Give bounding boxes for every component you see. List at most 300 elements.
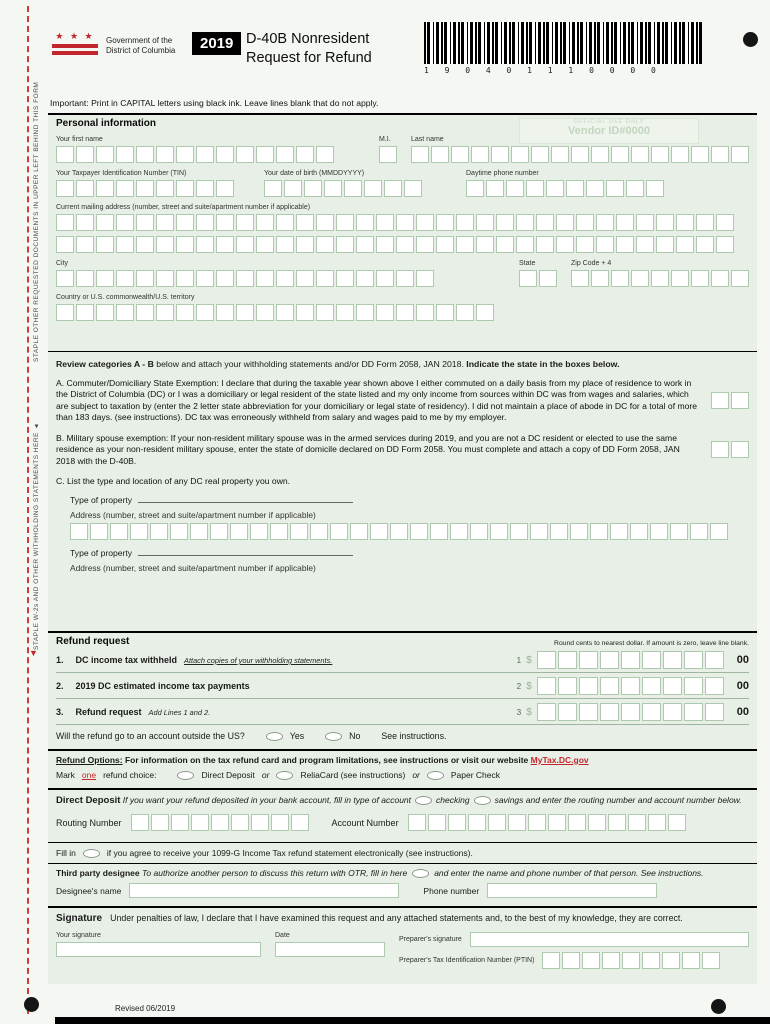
char-box[interactable] xyxy=(436,236,454,253)
char-box[interactable] xyxy=(450,523,468,540)
char-box[interactable] xyxy=(606,180,624,197)
state-input[interactable] xyxy=(519,270,557,287)
char-box[interactable] xyxy=(642,677,661,695)
char-box[interactable] xyxy=(116,146,134,163)
char-box[interactable] xyxy=(216,214,234,231)
char-box[interactable] xyxy=(651,270,669,287)
char-box[interactable] xyxy=(116,236,134,253)
char-box[interactable] xyxy=(576,236,594,253)
char-box[interactable] xyxy=(76,180,94,197)
char-box[interactable] xyxy=(550,523,568,540)
char-box[interactable] xyxy=(488,814,506,831)
city-input[interactable] xyxy=(56,270,505,287)
char-box[interactable] xyxy=(711,146,729,163)
char-box[interactable] xyxy=(537,651,556,669)
char-box[interactable] xyxy=(404,180,422,197)
char-box[interactable] xyxy=(296,304,314,321)
char-box[interactable] xyxy=(616,214,634,231)
char-box[interactable] xyxy=(456,304,474,321)
char-box[interactable] xyxy=(691,270,709,287)
char-box[interactable] xyxy=(96,214,114,231)
char-box[interactable] xyxy=(468,814,486,831)
char-box[interactable] xyxy=(96,270,114,287)
char-box[interactable] xyxy=(190,523,208,540)
char-box[interactable] xyxy=(90,523,108,540)
char-box[interactable] xyxy=(408,814,426,831)
char-box[interactable] xyxy=(251,814,269,831)
char-box[interactable] xyxy=(336,270,354,287)
char-box[interactable] xyxy=(611,270,629,287)
amount-input-2[interactable] xyxy=(537,677,724,695)
char-box[interactable] xyxy=(558,703,577,721)
char-box[interactable] xyxy=(711,441,729,458)
char-box[interactable] xyxy=(476,214,494,231)
char-box[interactable] xyxy=(684,677,703,695)
char-box[interactable] xyxy=(431,146,449,163)
char-box[interactable] xyxy=(176,214,194,231)
char-box[interactable] xyxy=(176,270,194,287)
char-box[interactable] xyxy=(296,146,314,163)
char-box[interactable] xyxy=(396,214,414,231)
char-box[interactable] xyxy=(626,180,644,197)
char-box[interactable] xyxy=(716,214,734,231)
char-box[interactable] xyxy=(551,146,569,163)
char-box[interactable] xyxy=(508,814,526,831)
char-box[interactable] xyxy=(230,523,248,540)
char-box[interactable] xyxy=(376,214,394,231)
char-box[interactable] xyxy=(476,236,494,253)
char-box[interactable] xyxy=(558,677,577,695)
char-box[interactable] xyxy=(196,270,214,287)
char-box[interactable] xyxy=(656,214,674,231)
char-box[interactable] xyxy=(196,146,214,163)
char-box[interactable] xyxy=(136,236,154,253)
property-address-input-1[interactable] xyxy=(70,523,749,540)
char-box[interactable] xyxy=(451,146,469,163)
char-box[interactable] xyxy=(136,146,154,163)
char-box[interactable] xyxy=(705,703,724,721)
char-box[interactable] xyxy=(542,952,560,969)
char-box[interactable] xyxy=(70,523,88,540)
char-box[interactable] xyxy=(390,523,408,540)
char-box[interactable] xyxy=(456,236,474,253)
char-box[interactable] xyxy=(588,814,606,831)
char-box[interactable] xyxy=(396,270,414,287)
char-box[interactable] xyxy=(256,270,274,287)
char-box[interactable] xyxy=(116,180,134,197)
char-box[interactable] xyxy=(116,304,134,321)
char-box[interactable] xyxy=(344,180,362,197)
char-box[interactable] xyxy=(428,814,446,831)
char-box[interactable] xyxy=(211,814,229,831)
char-box[interactable] xyxy=(170,523,188,540)
char-box[interactable] xyxy=(256,214,274,231)
char-box[interactable] xyxy=(537,677,556,695)
char-box[interactable] xyxy=(516,236,534,253)
char-box[interactable] xyxy=(336,214,354,231)
char-box[interactable] xyxy=(316,236,334,253)
char-box[interactable] xyxy=(579,703,598,721)
char-box[interactable] xyxy=(491,146,509,163)
char-box[interactable] xyxy=(156,270,174,287)
char-box[interactable] xyxy=(376,270,394,287)
tin-input[interactable] xyxy=(56,180,234,197)
char-box[interactable] xyxy=(284,180,302,197)
char-box[interactable] xyxy=(296,236,314,253)
char-box[interactable] xyxy=(364,180,382,197)
char-box[interactable] xyxy=(510,523,528,540)
direct-deposit-oval[interactable] xyxy=(177,771,194,780)
char-box[interactable] xyxy=(600,651,619,669)
char-box[interactable] xyxy=(76,304,94,321)
char-box[interactable] xyxy=(151,814,169,831)
third-party-oval[interactable] xyxy=(412,869,429,878)
char-box[interactable] xyxy=(136,304,154,321)
char-box[interactable] xyxy=(702,952,720,969)
char-box[interactable] xyxy=(416,270,434,287)
char-box[interactable] xyxy=(591,270,609,287)
char-box[interactable] xyxy=(519,270,537,287)
char-box[interactable] xyxy=(690,523,708,540)
char-box[interactable] xyxy=(596,214,614,231)
char-box[interactable] xyxy=(470,523,488,540)
designee-name-input[interactable] xyxy=(129,883,399,898)
char-box[interactable] xyxy=(731,270,749,287)
char-box[interactable] xyxy=(466,180,484,197)
char-box[interactable] xyxy=(136,270,154,287)
char-box[interactable] xyxy=(570,523,588,540)
char-box[interactable] xyxy=(304,180,322,197)
char-box[interactable] xyxy=(600,677,619,695)
char-box[interactable] xyxy=(566,180,584,197)
char-box[interactable] xyxy=(316,146,334,163)
state-abbr-input-a[interactable] xyxy=(711,392,749,409)
amount-input-1[interactable] xyxy=(537,651,724,669)
char-box[interactable] xyxy=(156,180,174,197)
char-box[interactable] xyxy=(416,236,434,253)
char-box[interactable] xyxy=(611,146,629,163)
char-box[interactable] xyxy=(456,214,474,231)
char-box[interactable] xyxy=(156,146,174,163)
char-box[interactable] xyxy=(531,146,549,163)
char-box[interactable] xyxy=(676,214,694,231)
char-box[interactable] xyxy=(696,214,714,231)
char-box[interactable] xyxy=(537,703,556,721)
char-box[interactable] xyxy=(631,146,649,163)
char-box[interactable] xyxy=(731,392,749,409)
char-box[interactable] xyxy=(536,214,554,231)
char-box[interactable] xyxy=(96,236,114,253)
char-box[interactable] xyxy=(271,814,289,831)
char-box[interactable] xyxy=(236,146,254,163)
char-box[interactable] xyxy=(539,270,557,287)
reliacard-oval[interactable] xyxy=(276,771,293,780)
char-box[interactable] xyxy=(276,146,294,163)
char-box[interactable] xyxy=(731,146,749,163)
char-box[interactable] xyxy=(600,703,619,721)
char-box[interactable] xyxy=(636,214,654,231)
char-box[interactable] xyxy=(596,236,614,253)
char-box[interactable] xyxy=(370,523,388,540)
char-box[interactable] xyxy=(636,236,654,253)
char-box[interactable] xyxy=(630,523,648,540)
char-box[interactable] xyxy=(705,651,724,669)
daytime-phone-input[interactable] xyxy=(466,180,664,197)
char-box[interactable] xyxy=(110,523,128,540)
char-box[interactable] xyxy=(210,523,228,540)
char-box[interactable] xyxy=(684,651,703,669)
char-box[interactable] xyxy=(642,651,661,669)
first-name-input[interactable] xyxy=(56,146,365,163)
char-box[interactable] xyxy=(316,304,334,321)
char-box[interactable] xyxy=(216,180,234,197)
char-box[interactable] xyxy=(316,214,334,231)
char-box[interactable] xyxy=(410,523,428,540)
char-box[interactable] xyxy=(648,814,666,831)
char-box[interactable] xyxy=(196,214,214,231)
char-box[interactable] xyxy=(526,180,544,197)
char-box[interactable] xyxy=(610,523,628,540)
char-box[interactable] xyxy=(579,651,598,669)
char-box[interactable] xyxy=(330,523,348,540)
char-box[interactable] xyxy=(691,146,709,163)
char-box[interactable] xyxy=(646,180,664,197)
middle-initial-input[interactable] xyxy=(379,146,397,163)
checking-oval[interactable] xyxy=(415,796,432,805)
savings-oval[interactable] xyxy=(474,796,491,805)
char-box[interactable] xyxy=(56,214,74,231)
char-box[interactable] xyxy=(56,180,74,197)
char-box[interactable] xyxy=(662,952,680,969)
preparer-signature-input[interactable] xyxy=(470,932,749,947)
char-box[interactable] xyxy=(562,952,580,969)
char-box[interactable] xyxy=(622,952,640,969)
char-box[interactable] xyxy=(430,523,448,540)
char-box[interactable] xyxy=(671,270,689,287)
char-box[interactable] xyxy=(642,703,661,721)
char-box[interactable] xyxy=(176,236,194,253)
char-box[interactable] xyxy=(628,814,646,831)
char-box[interactable] xyxy=(156,304,174,321)
char-box[interactable] xyxy=(591,146,609,163)
property-type-input-2[interactable] xyxy=(138,547,353,556)
char-box[interactable] xyxy=(216,146,234,163)
char-box[interactable] xyxy=(136,214,154,231)
char-box[interactable] xyxy=(56,304,74,321)
char-box[interactable] xyxy=(621,651,640,669)
char-box[interactable] xyxy=(56,146,74,163)
char-box[interactable] xyxy=(651,146,669,163)
char-box[interactable] xyxy=(602,952,620,969)
char-box[interactable] xyxy=(96,304,114,321)
char-box[interactable] xyxy=(668,814,686,831)
char-box[interactable] xyxy=(582,952,600,969)
char-box[interactable] xyxy=(96,146,114,163)
char-box[interactable] xyxy=(276,304,294,321)
char-box[interactable] xyxy=(396,236,414,253)
char-box[interactable] xyxy=(176,304,194,321)
phone-number-input[interactable] xyxy=(487,883,657,898)
char-box[interactable] xyxy=(76,270,94,287)
char-box[interactable] xyxy=(546,180,564,197)
char-box[interactable] xyxy=(350,523,368,540)
char-box[interactable] xyxy=(536,236,554,253)
char-box[interactable] xyxy=(236,270,254,287)
char-box[interactable] xyxy=(548,814,566,831)
char-box[interactable] xyxy=(663,651,682,669)
char-box[interactable] xyxy=(496,236,514,253)
char-box[interactable] xyxy=(216,270,234,287)
char-box[interactable] xyxy=(316,270,334,287)
char-box[interactable] xyxy=(276,270,294,287)
char-box[interactable] xyxy=(171,814,189,831)
char-box[interactable] xyxy=(642,952,660,969)
char-box[interactable] xyxy=(356,304,374,321)
char-box[interactable] xyxy=(270,523,288,540)
char-box[interactable] xyxy=(76,146,94,163)
char-box[interactable] xyxy=(663,677,682,695)
char-box[interactable] xyxy=(196,236,214,253)
char-box[interactable] xyxy=(130,523,148,540)
char-box[interactable] xyxy=(76,214,94,231)
char-box[interactable] xyxy=(310,523,328,540)
char-box[interactable] xyxy=(256,236,274,253)
char-box[interactable] xyxy=(176,180,194,197)
char-box[interactable] xyxy=(506,180,524,197)
char-box[interactable] xyxy=(436,304,454,321)
char-box[interactable] xyxy=(264,180,282,197)
char-box[interactable] xyxy=(196,180,214,197)
mytax-link[interactable]: MyTax.DC.gov xyxy=(530,755,589,765)
char-box[interactable] xyxy=(216,304,234,321)
char-box[interactable] xyxy=(616,236,634,253)
last-name-input[interactable] xyxy=(411,146,749,163)
char-box[interactable] xyxy=(511,146,529,163)
char-box[interactable] xyxy=(290,523,308,540)
char-box[interactable] xyxy=(411,146,429,163)
char-box[interactable] xyxy=(150,523,168,540)
char-box[interactable] xyxy=(684,703,703,721)
mailing-address-input-row-2[interactable] xyxy=(56,236,749,253)
char-box[interactable] xyxy=(558,651,577,669)
char-box[interactable] xyxy=(276,236,294,253)
char-box[interactable] xyxy=(376,236,394,253)
char-box[interactable] xyxy=(96,180,114,197)
char-box[interactable] xyxy=(486,180,504,197)
no-oval[interactable] xyxy=(325,732,342,741)
mailing-address-input-row-1[interactable] xyxy=(56,214,749,231)
char-box[interactable] xyxy=(496,214,514,231)
char-box[interactable] xyxy=(396,304,414,321)
char-box[interactable] xyxy=(556,214,574,231)
char-box[interactable] xyxy=(291,814,309,831)
char-box[interactable] xyxy=(650,523,668,540)
account-number-input[interactable] xyxy=(408,814,686,831)
char-box[interactable] xyxy=(356,214,374,231)
char-box[interactable] xyxy=(631,270,649,287)
char-box[interactable] xyxy=(436,214,454,231)
char-box[interactable] xyxy=(608,814,626,831)
char-box[interactable] xyxy=(176,146,194,163)
char-box[interactable] xyxy=(490,523,508,540)
char-box[interactable] xyxy=(530,523,548,540)
char-box[interactable] xyxy=(656,236,674,253)
char-box[interactable] xyxy=(324,180,342,197)
char-box[interactable] xyxy=(682,952,700,969)
char-box[interactable] xyxy=(250,523,268,540)
char-box[interactable] xyxy=(670,523,688,540)
char-box[interactable] xyxy=(710,523,728,540)
char-box[interactable] xyxy=(711,392,729,409)
state-abbr-input-b[interactable] xyxy=(711,441,749,458)
char-box[interactable] xyxy=(296,270,314,287)
efile-oval[interactable] xyxy=(83,849,100,858)
char-box[interactable] xyxy=(568,814,586,831)
country-input[interactable] xyxy=(56,304,749,321)
date-input[interactable] xyxy=(275,942,385,957)
char-box[interactable] xyxy=(296,214,314,231)
char-box[interactable] xyxy=(705,677,724,695)
char-box[interactable] xyxy=(586,180,604,197)
char-box[interactable] xyxy=(696,236,714,253)
char-box[interactable] xyxy=(671,146,689,163)
char-box[interactable] xyxy=(56,236,74,253)
char-box[interactable] xyxy=(528,814,546,831)
char-box[interactable] xyxy=(384,180,402,197)
ptin-input[interactable] xyxy=(542,952,720,969)
char-box[interactable] xyxy=(731,441,749,458)
char-box[interactable] xyxy=(416,304,434,321)
char-box[interactable] xyxy=(448,814,466,831)
char-box[interactable] xyxy=(191,814,209,831)
your-signature-input[interactable] xyxy=(56,942,261,957)
char-box[interactable] xyxy=(716,236,734,253)
char-box[interactable] xyxy=(356,236,374,253)
char-box[interactable] xyxy=(621,703,640,721)
char-box[interactable] xyxy=(136,180,154,197)
char-box[interactable] xyxy=(236,304,254,321)
char-box[interactable] xyxy=(590,523,608,540)
char-box[interactable] xyxy=(236,214,254,231)
char-box[interactable] xyxy=(416,214,434,231)
char-box[interactable] xyxy=(376,304,394,321)
routing-number-input[interactable] xyxy=(131,814,309,831)
char-box[interactable] xyxy=(216,236,234,253)
char-box[interactable] xyxy=(476,304,494,321)
char-box[interactable] xyxy=(76,236,94,253)
zip-input[interactable] xyxy=(571,270,749,287)
char-box[interactable] xyxy=(571,270,589,287)
char-box[interactable] xyxy=(276,214,294,231)
dob-input[interactable] xyxy=(264,180,422,197)
char-box[interactable] xyxy=(379,146,397,163)
char-box[interactable] xyxy=(131,814,149,831)
char-box[interactable] xyxy=(576,214,594,231)
char-box[interactable] xyxy=(621,677,640,695)
char-box[interactable] xyxy=(196,304,214,321)
char-box[interactable] xyxy=(256,304,274,321)
char-box[interactable] xyxy=(116,270,134,287)
char-box[interactable] xyxy=(56,270,74,287)
char-box[interactable] xyxy=(571,146,589,163)
amount-input-3[interactable] xyxy=(537,703,724,721)
char-box[interactable] xyxy=(516,214,534,231)
char-box[interactable] xyxy=(356,270,374,287)
char-box[interactable] xyxy=(663,703,682,721)
char-box[interactable] xyxy=(711,270,729,287)
char-box[interactable] xyxy=(116,214,134,231)
char-box[interactable] xyxy=(256,146,274,163)
